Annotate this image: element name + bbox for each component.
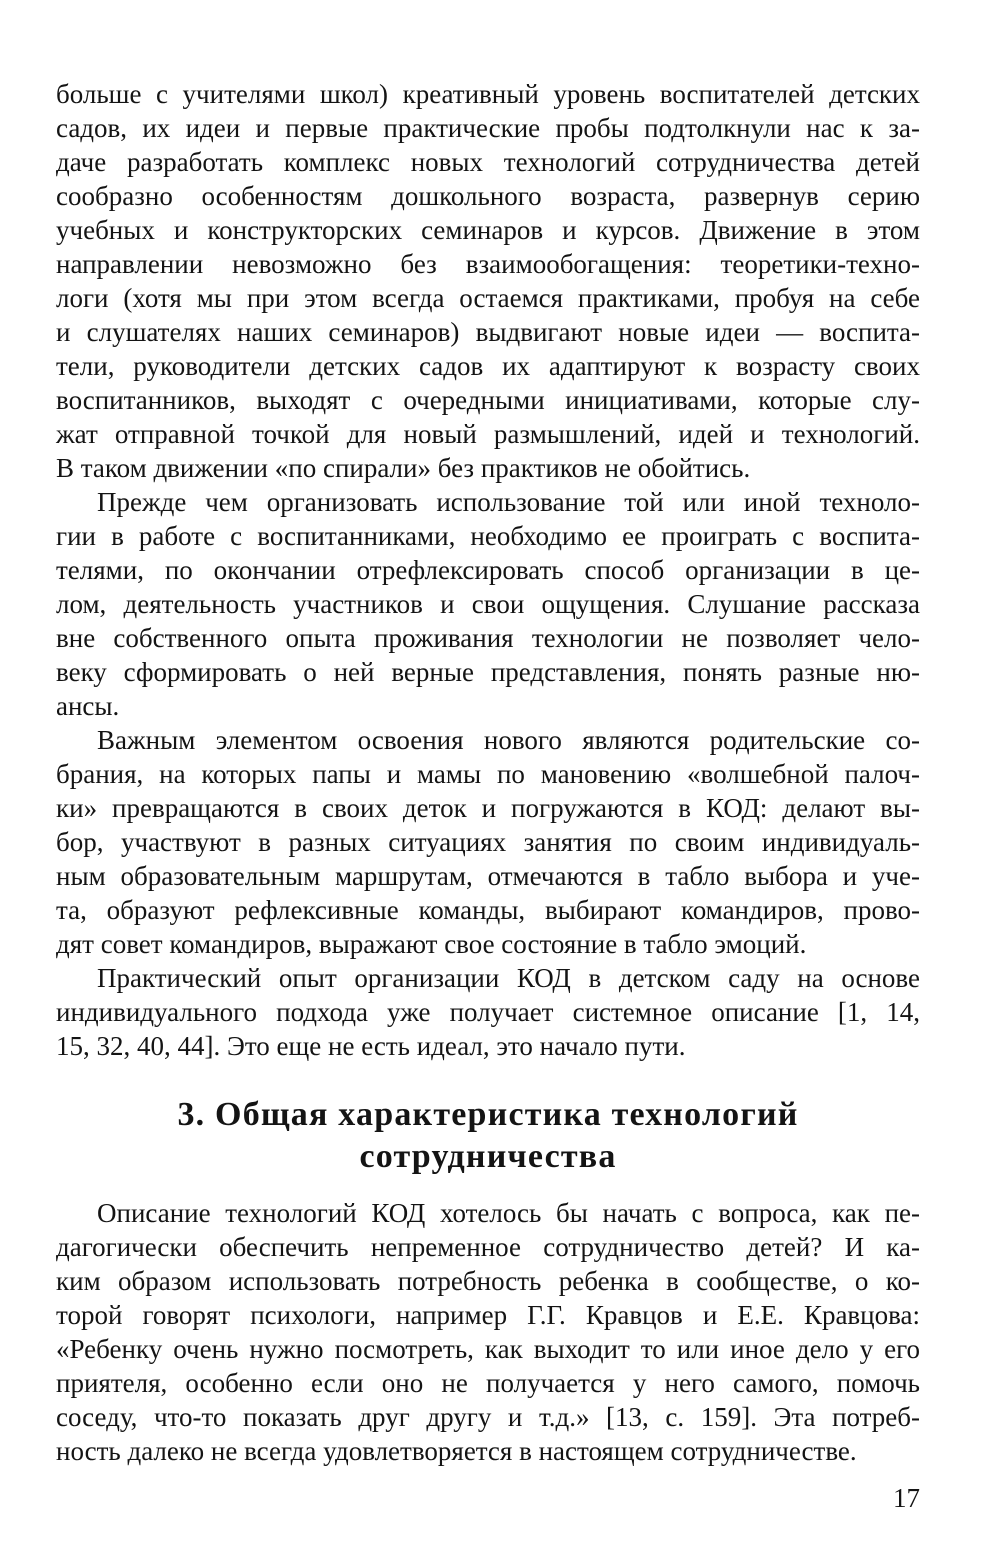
text-line: садов, их идеи и первые практические пробы подтолкнули нас к за- <box>56 113 920 143</box>
section-heading-line-1: 3. Общая характеристика технологий <box>177 1096 799 1133</box>
text-line: жат отправной точкой для новый размышлений, идей и технологий. <box>56 419 920 449</box>
text-line: логи (хотя мы при этом всегда остаемся практиками, пробуя на себе <box>56 283 920 313</box>
text-line: Прежде чем организовать использование той или иной техноло- <box>97 487 920 517</box>
text-line: телями, по окончании отрефлексировать способ организации в це- <box>56 555 920 585</box>
text-line: тели, руководители детских садов их адаптируют к возрасту своих <box>56 351 920 381</box>
text-line: дят совет командиров, выражают свое состояние в табло эмоций. <box>56 929 807 959</box>
text-line: воспитанников, выходят с очередными инициативами, которые слу- <box>56 385 920 415</box>
text-line: даче разработать комплекс новых технологий сотрудничества детей <box>56 147 920 177</box>
page-number: 17 <box>893 1483 920 1513</box>
text-line: направлении невозможно без взаимообогащения: теоретики-техно- <box>56 249 920 279</box>
text-line: гии в работе с воспитанниками, необходимо ее проиграть с воспита- <box>56 521 920 551</box>
text-line: ансы. <box>56 691 120 721</box>
text-line: лом, деятельность участников и свои ощущения. Слушание рассказа <box>56 589 920 619</box>
text-line: бор, участвуют в разных ситуациях занятия по своим индивидуаль- <box>56 827 920 857</box>
text-line: вне собственного опыта проживания технологии не позволяет чело- <box>56 623 920 653</box>
text-line: веку сформировать о ней верные представления, понять разные ню- <box>56 657 920 687</box>
section-heading-line-2: сотрудничества <box>359 1138 617 1175</box>
text-line: В таком движении «по спирали» без практиков не обойтись. <box>56 453 751 483</box>
text-line: и слушателях наших семинаров) выдвигают новые идеи — воспита- <box>56 317 920 347</box>
text-line: брания, на которых папы и мамы по мановению «волшебной палоч- <box>56 759 920 789</box>
text-line: больше с учителями школ) креативный уровень воспитателей детских <box>56 79 920 109</box>
text-line: сообразно особенностям дошкольного возраста, развернув серию <box>56 181 920 211</box>
text-line: учебных и конструкторских семинаров и курсов. Движение в этом <box>56 215 920 245</box>
text-line: ность далеко не всегда удовлетворяется в настоящем сотрудничестве. <box>56 1436 857 1466</box>
text-line: Описание технологий КОД хотелось бы начать с вопроса, как пе- <box>97 1198 920 1228</box>
text-line: Практический опыт организации КОД в детском саду на основе <box>97 963 920 993</box>
text-line: дагогически обеспечить непременное сотрудничество детей? И ка- <box>56 1232 920 1262</box>
text-line: ным образовательным маршрутам, отмечаются в табло выбора и уче- <box>56 861 920 891</box>
text-line: торой говорят психологи, например Г.Г. Кравцов и Е.Е. Кравцова: <box>56 1300 920 1330</box>
text-line: Важным элементом освоения нового являются родительские со- <box>97 725 920 755</box>
text-line: приятеля, особенно если оно не получается у него самого, помочь <box>56 1368 920 1398</box>
text-line: ки» превращаются в своих деток и погружаются в КОД: делают вы- <box>56 793 920 823</box>
text-line: «Ребенку очень нужно посмотреть, как выходит то или иное дело у его <box>56 1334 920 1364</box>
text-line: соседу, что-то показать друг другу и т.д.» [13, с. 159]. Эта потреб- <box>56 1402 920 1432</box>
text-line: 15, 32, 40, 44]. Это еще не есть идеал, это начало пути. <box>56 1031 686 1061</box>
text-line: ким образом использовать потребность ребенка в сообществе, о ко- <box>56 1266 920 1296</box>
text-line: та, образуют рефлексивные команды, выбирают командиров, прово- <box>56 895 920 925</box>
text-line: индивидуального подхода уже получает системное описание [1, 14, <box>56 997 920 1027</box>
